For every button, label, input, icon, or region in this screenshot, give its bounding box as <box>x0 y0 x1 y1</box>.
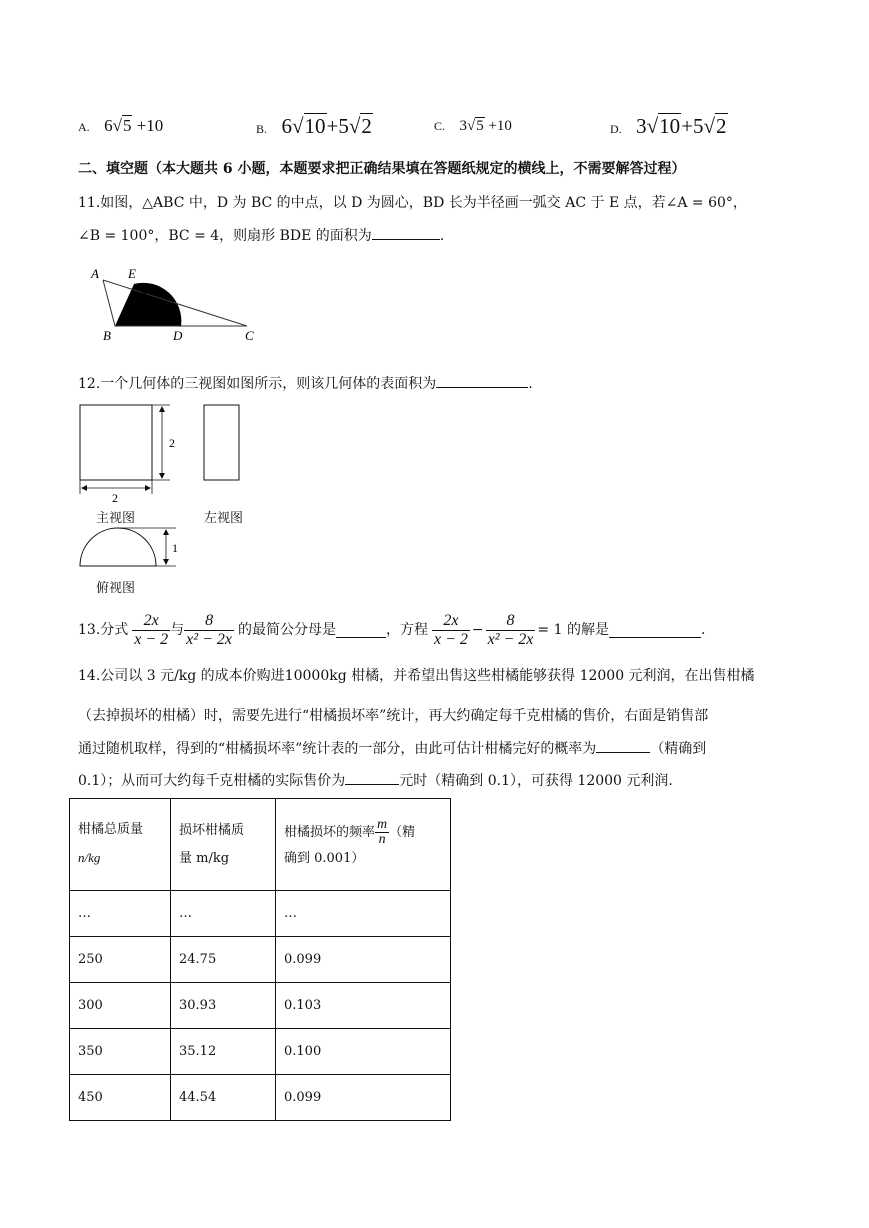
option-b-label: B. <box>256 122 268 136</box>
q11-period: . <box>439 228 445 244</box>
front-view-square <box>80 405 152 480</box>
option-c-label: C. <box>434 119 446 133</box>
table-cell: 24.75 <box>171 937 276 983</box>
q11-answer-blank[interactable] <box>372 225 440 240</box>
top-view-semicircle <box>80 528 156 566</box>
q13-mid2: ，方程 <box>385 622 428 638</box>
table-cell: 350 <box>70 1029 171 1075</box>
q13-end: . <box>700 622 706 638</box>
dim-r-label: 1 <box>172 541 178 555</box>
option-b-expr: 6√10+5√2 <box>281 114 372 138</box>
table-row <box>70 1075 451 1121</box>
q14-line2: （去掉损坏的柑橘）时，需要先进行“柑橘损坏率”统计，再大约确定每千克柑橘的售价，右面是销售部 <box>78 708 709 724</box>
q13-minus: − <box>471 622 484 638</box>
table-row <box>70 1029 451 1075</box>
q14-line4-end: 元时（精确到 0.1），可获得 12000 元利润. <box>399 773 673 789</box>
q14-line3-text: 通过随机取样，得到的“柑橘损坏率”统计表的一部分，由此可估计柑橘完好的概率为 <box>78 741 597 757</box>
header-damage-rate: 柑橘损坏的频率 $\frac{m}{n}$ （精 确到 0.001） <box>276 799 451 891</box>
q13-mid: 的最简公分母是 <box>237 622 336 638</box>
table-cell: … <box>276 891 451 937</box>
option-d-expr: 3√10+5√2 <box>636 114 727 138</box>
option-a-label: A. <box>78 120 90 134</box>
q13-answer-blank-2[interactable] <box>609 623 701 638</box>
dim-h-label: 2 <box>169 436 175 450</box>
fraction-4: $\frac{8}{\text{x² − 2x}}$ <box>487 611 534 648</box>
option-a <box>78 116 163 136</box>
option-c-expr: 3√5 +10 <box>459 118 512 134</box>
table-cell: 35.12 <box>171 1029 276 1075</box>
q14-line1: 14.公司以 3 元/kg 的成本价购进10000kg 柑橘，并希望出售这些柑橘能够获得 12000 元利润，在出售柑橘 <box>78 668 755 684</box>
table-cell: … <box>171 891 276 937</box>
q14-answer-blank-1[interactable] <box>596 738 650 753</box>
table-cell: 0.099 <box>276 937 451 983</box>
table-cell: 0.099 <box>276 1075 451 1121</box>
table-cell: 44.54 <box>171 1075 276 1121</box>
front-view-label: 主视图 <box>96 511 136 526</box>
table-row <box>70 983 451 1029</box>
table-cell: 30.93 <box>171 983 276 1029</box>
top-view-label: 俯视图 <box>96 581 136 596</box>
table-row <box>70 937 451 983</box>
label-a: A <box>91 266 99 281</box>
left-view-label: 左视图 <box>204 511 244 526</box>
fraction-3: $\frac{2x}{x - 2}$ <box>433 611 468 648</box>
q11-triangle-figure <box>85 262 265 346</box>
left-view-rect <box>204 405 239 480</box>
q12-line <box>78 373 533 394</box>
q14-line4-text: 0.1）；从而可大约每千克柑橘的实际售价为 <box>78 773 346 789</box>
q13-answer-blank-1[interactable] <box>336 623 386 638</box>
fraction-1: $\frac{2x}{x - 2}$ <box>134 611 169 648</box>
table-row <box>70 891 451 937</box>
table-cell: 0.103 <box>276 983 451 1029</box>
q12-three-views <box>74 400 264 596</box>
label-c: C <box>245 328 254 343</box>
q11-line1: 11.如图，△ABC 中，D 为 BC 的中点，以 D 为圆心，BD 长为半径画一弧交 AC 于 E 点，若∠A = 60°， <box>78 195 747 211</box>
label-d: D <box>173 328 183 343</box>
table-header-row <box>70 799 451 891</box>
label-b: B <box>103 328 111 343</box>
q14-line4 <box>78 770 673 791</box>
q13-eq: = 1 的解是 <box>537 622 609 638</box>
q14-line3 <box>78 738 706 759</box>
header-damaged-mass: 损坏柑橘质 量 m/kg <box>171 799 276 891</box>
table-cell: 450 <box>70 1075 171 1121</box>
option-b <box>256 114 373 139</box>
q13-and: 与 <box>170 622 185 638</box>
damage-rate-table <box>69 798 451 1121</box>
option-a-expr: 6√5 +10 <box>104 116 164 135</box>
q13-line <box>78 608 705 652</box>
option-d-label: D. <box>610 122 622 136</box>
section-2-title: 二、填空题（本大题共 6 小题，本题要求把正确结果填在答题纸规定的横线上，不需要解答过程） <box>78 161 686 177</box>
table-cell: 0.100 <box>276 1029 451 1075</box>
q11-text: ∠B = 100°，BC = 4，则扇形 BDE 的面积为 <box>78 228 372 244</box>
table-cell: 250 <box>70 937 171 983</box>
q12-period: . <box>528 376 533 392</box>
q12-answer-blank[interactable] <box>436 373 528 388</box>
option-d <box>610 114 728 139</box>
sector-bde <box>115 283 181 326</box>
header-total-mass: 柑橘总质量 n/kg <box>70 799 171 891</box>
label-e: E <box>128 266 136 281</box>
table-cell: … <box>70 891 171 937</box>
q14-answer-blank-2[interactable] <box>345 770 399 785</box>
q11-line2 <box>78 225 444 246</box>
q14-line3-end: （精确到 <box>650 741 707 757</box>
q12-text: 12.一个几何体的三视图如图所示，则该几何体的表面积为 <box>78 376 437 392</box>
q13-prefix: 13.分式 <box>78 622 129 638</box>
dim-w-label: 2 <box>112 491 118 505</box>
option-c <box>434 118 512 135</box>
table-cell: 300 <box>70 983 171 1029</box>
fraction-2: $\frac{8}{\text{x² − 2x}}$ <box>186 611 232 648</box>
